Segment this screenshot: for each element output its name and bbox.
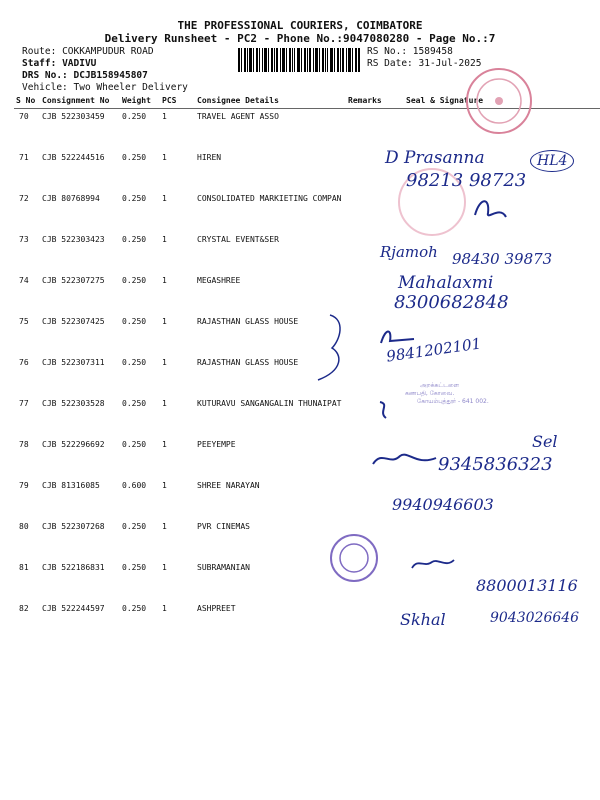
row-consignee: CONSOLIDATED MARKIETING COMPAN bbox=[197, 194, 342, 203]
row-weight: 0.250 bbox=[122, 358, 147, 367]
row-weight: 0.250 bbox=[122, 604, 147, 613]
signature-82-phone: 9043026646 bbox=[490, 610, 580, 626]
table-row bbox=[14, 235, 600, 275]
row-weight: 0.250 bbox=[122, 276, 147, 285]
drs-line bbox=[22, 70, 148, 82]
table-row bbox=[14, 604, 600, 644]
row-weight: 0.250 bbox=[122, 563, 147, 572]
row-sno: 78 bbox=[19, 440, 29, 449]
signature-82-name: Skhal bbox=[400, 610, 446, 629]
row-weight: 0.250 bbox=[122, 440, 147, 449]
stamp-77-line3: கோயம்புத்தூர் - 641 002. bbox=[417, 398, 489, 405]
table-row bbox=[14, 481, 600, 521]
rs-no-label: RS No.: bbox=[367, 46, 408, 57]
row-consignment: CJB 522307275 bbox=[42, 276, 105, 285]
barcode-icon bbox=[238, 48, 360, 72]
row-pcs: 1 bbox=[162, 563, 167, 572]
table-row bbox=[14, 563, 600, 603]
row-consignment: CJB 522307311 bbox=[42, 358, 105, 367]
vehicle-line bbox=[22, 82, 188, 94]
vehicle-value: Two Wheeler Delivery bbox=[73, 82, 188, 93]
signature-73-phone: 98430 39873 bbox=[452, 250, 553, 268]
col-seal: Seal & Signature bbox=[406, 96, 484, 105]
row-consignment: CJB 522244597 bbox=[42, 604, 105, 613]
row-pcs: 1 bbox=[162, 153, 167, 162]
row-consignee: RAJASTHAN GLASS HOUSE bbox=[197, 358, 299, 367]
signature-74-phone: 8300682848 bbox=[394, 292, 509, 313]
route-line bbox=[22, 46, 154, 58]
row-consignment: CJB 522244516 bbox=[42, 153, 105, 162]
table-row bbox=[14, 194, 600, 234]
route-label: Route: bbox=[22, 46, 57, 57]
table-row bbox=[14, 440, 600, 480]
row-consignment: CJB 81316085 bbox=[42, 481, 100, 490]
col-remarks: Remarks bbox=[348, 96, 382, 105]
row-sno: 74 bbox=[19, 276, 29, 285]
signature-71-tag: HL4 bbox=[530, 150, 574, 172]
col-pcs: PCS bbox=[162, 96, 177, 105]
row-pcs: 1 bbox=[162, 235, 167, 244]
row-pcs: 1 bbox=[162, 317, 167, 326]
rs-no-value: 1589458 bbox=[412, 46, 453, 57]
row-consignee: PVR CINEMAS bbox=[197, 522, 250, 531]
signature-74-name: Mahalaxmi bbox=[398, 273, 494, 293]
row-consignee: PEEYEMPE bbox=[197, 440, 236, 449]
row-consignment: CJB 522303528 bbox=[42, 399, 105, 408]
row-consignment: CJB 80768994 bbox=[42, 194, 100, 203]
rs-date-value: 31-Jul-2025 bbox=[418, 58, 482, 69]
staff-line bbox=[22, 58, 96, 70]
row-pcs: 1 bbox=[162, 358, 167, 367]
staff-label: Staff: bbox=[22, 58, 57, 69]
row-sno: 79 bbox=[19, 481, 29, 490]
row-pcs: 1 bbox=[162, 112, 167, 121]
signature-80-phone: 9940946603 bbox=[392, 495, 494, 514]
col-consignee: Consignee Details bbox=[197, 96, 279, 105]
runsheet-subtitle: Delivery Runsheet - PC2 - Phone No.:9047080280 - Page No.:7 bbox=[104, 32, 496, 45]
signature-73-name: Rjamoh bbox=[380, 243, 438, 261]
row-consignee: SHREE NARAYAN bbox=[197, 481, 260, 490]
row-sno: 75 bbox=[19, 317, 29, 326]
col-weight: Weight bbox=[122, 96, 151, 105]
signature-78-phone: 9345836323 bbox=[438, 454, 553, 475]
row-pcs: 1 bbox=[162, 194, 167, 203]
col-sno: S No bbox=[16, 96, 36, 105]
row-weight: 0.600 bbox=[122, 481, 147, 490]
row-consignment: CJB 522307268 bbox=[42, 522, 105, 531]
staff-value: VADIVU bbox=[62, 58, 97, 69]
table-row bbox=[14, 276, 600, 316]
stamp-77-line1: அறக்கட்டளை bbox=[420, 382, 460, 389]
route-value: COKKAMPUDUR ROAD bbox=[62, 46, 154, 57]
table-row bbox=[14, 112, 600, 152]
rs-date-line bbox=[367, 58, 481, 70]
signature-78-name: Sel bbox=[532, 432, 558, 451]
row-consignee: RAJASTHAN GLASS HOUSE bbox=[197, 317, 299, 326]
signature-71-phone: 98213 98723 bbox=[406, 170, 527, 191]
row-consignment: CJB 522307425 bbox=[42, 317, 105, 326]
row-pcs: 1 bbox=[162, 522, 167, 531]
row-pcs: 1 bbox=[162, 481, 167, 490]
rs-date-label: RS Date: bbox=[367, 58, 413, 69]
row-sno: 80 bbox=[19, 522, 29, 531]
row-consignment: CJB 522186831 bbox=[42, 563, 105, 572]
row-weight: 0.250 bbox=[122, 399, 147, 408]
row-sno: 71 bbox=[19, 153, 29, 162]
stamp-77-line2: கணபதி, கோவை. bbox=[405, 390, 455, 397]
row-pcs: 1 bbox=[162, 604, 167, 613]
signature-76-phone: 9841202101 bbox=[385, 334, 483, 366]
row-weight: 0.250 bbox=[122, 235, 147, 244]
row-sno: 72 bbox=[19, 194, 29, 203]
row-weight: 0.250 bbox=[122, 194, 147, 203]
table-row bbox=[14, 317, 600, 357]
row-consignee: CRYSTAL EVENT&SER bbox=[197, 235, 279, 244]
table-row bbox=[14, 399, 600, 439]
row-sno: 77 bbox=[19, 399, 29, 408]
row-weight: 0.250 bbox=[122, 112, 147, 121]
drs-value: DCJB158945807 bbox=[73, 70, 148, 81]
row-consignee: HIREN bbox=[197, 153, 222, 162]
row-consignee: KUTURAVU SANGANGALIN THUNAIPAT bbox=[197, 399, 342, 408]
row-consignee: MEGASHREE bbox=[197, 276, 241, 285]
row-sno: 82 bbox=[19, 604, 29, 613]
row-pcs: 1 bbox=[162, 399, 167, 408]
row-consignment: CJB 522303423 bbox=[42, 235, 105, 244]
col-consignment: Consignment No bbox=[42, 96, 110, 105]
row-pcs: 1 bbox=[162, 276, 167, 285]
table-row bbox=[14, 358, 600, 398]
row-weight: 0.250 bbox=[122, 317, 147, 326]
drs-label: DRS No.: bbox=[22, 70, 68, 81]
row-sno: 70 bbox=[19, 112, 29, 121]
signature-71-name: D Prasanna bbox=[385, 148, 485, 168]
row-consignment: CJB 522296692 bbox=[42, 440, 105, 449]
signature-81-phone: 8800013116 bbox=[476, 576, 578, 595]
row-consignee: TRAVEL AGENT ASSO bbox=[197, 112, 279, 121]
row-consignment: CJB 522303459 bbox=[42, 112, 105, 121]
company-title: THE PROFESSIONAL COURIERS, COIMBATORE bbox=[177, 19, 423, 32]
table-row bbox=[14, 153, 600, 193]
row-weight: 0.250 bbox=[122, 153, 147, 162]
row-weight: 0.250 bbox=[122, 522, 147, 531]
row-consignee: SUBRAMANIAN bbox=[197, 563, 250, 572]
row-sno: 81 bbox=[19, 563, 29, 572]
table-header bbox=[14, 95, 600, 109]
row-sno: 73 bbox=[19, 235, 29, 244]
vehicle-label: Vehicle: bbox=[22, 82, 68, 93]
row-pcs: 1 bbox=[162, 440, 167, 449]
table-row bbox=[14, 522, 600, 562]
rs-no-line bbox=[367, 46, 453, 58]
row-sno: 76 bbox=[19, 358, 29, 367]
row-consignee: ASHPREET bbox=[197, 604, 236, 613]
